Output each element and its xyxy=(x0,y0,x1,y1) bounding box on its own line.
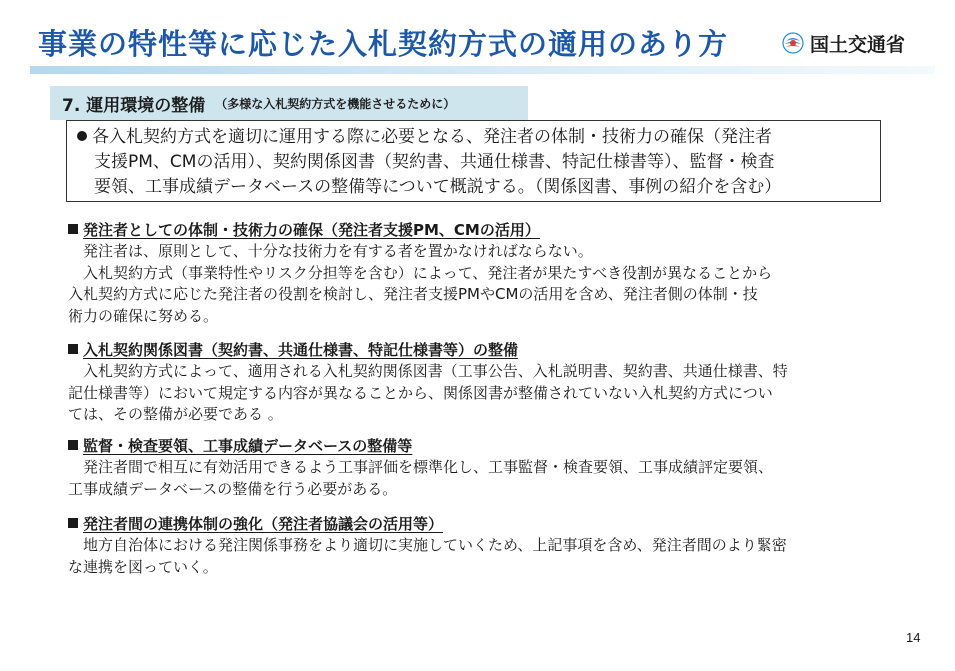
section-title: 7. 運用環境の整備 xyxy=(62,95,206,116)
bullet-dot-icon xyxy=(77,131,87,141)
summary-line xyxy=(77,125,872,150)
summary-line-text: 各入札契約方式を適切に運用する際に必要となる、発注者の体制・技術力の確保（発注者 xyxy=(92,127,772,147)
paragraph-line: 記仕様書等）において規定する内容が異なることから、関係図書が整備されていない入札契約方式につい xyxy=(68,383,773,402)
paragraph-line: 工事成績データベースの整備を行う必要がある。 xyxy=(68,479,398,498)
section-tab xyxy=(50,86,528,120)
mlit-logo-icon xyxy=(782,32,804,54)
block-heading-text: 入札契約関係図書（契約書、共通仕様書、特記仕様書等）の整備 xyxy=(83,341,519,359)
paragraph-line: 発注者は、原則として、十分な技術力を有する者を置かなければならない。 xyxy=(83,242,593,260)
block-heading-text: 発注者間の連携体制の強化（発注者協議会の活用等） xyxy=(83,515,444,533)
square-bullet-icon xyxy=(68,440,78,450)
section-subtitle: （多様な入札契約方式を機能させるために） xyxy=(215,96,456,111)
section-block-staff xyxy=(68,220,898,327)
ministry-logo xyxy=(782,30,905,56)
paragraph-line: 術力の確保に努める。 xyxy=(68,306,219,325)
summary-line: 支援PM、CMの活用）、契約関係図書（契約書、共通仕様書、特記仕様書等）、監督・検査 xyxy=(94,152,775,172)
section-block-cooperation xyxy=(68,514,898,578)
paragraph-line: 発注者間で相互に有効活用できるよう工事評価を標準化し、工事監督・検査要領、工事成績評定要領、 xyxy=(83,458,774,476)
section-block-inspection xyxy=(68,436,898,500)
title-underline-bar xyxy=(30,66,935,74)
summary-box xyxy=(66,120,881,202)
square-bullet-icon xyxy=(68,344,78,354)
square-bullet-icon xyxy=(68,518,78,528)
section-block-documents xyxy=(68,340,898,426)
summary-line: 要領、工事成績データベースの整備等について概説する。（関係図書、事例の紹介を含む） xyxy=(94,177,782,197)
block-heading xyxy=(68,436,898,457)
block-heading xyxy=(68,340,898,361)
page-number: 14 xyxy=(906,630,921,645)
block-heading-text: 監督・検査要領、工事成績データベースの整備等 xyxy=(83,437,413,455)
paragraph-line: 地方自治体における発注関係事務をより適切に実施していくため、上記事項を含め、発注者間のより緊密 xyxy=(83,536,787,554)
paragraph-line: 入札契約方式（事業特性やリスク分担等を含む）によって、発注者が果たすべき役割が異なることから xyxy=(83,263,773,282)
block-heading xyxy=(68,220,898,241)
square-bullet-icon xyxy=(68,224,78,234)
block-heading xyxy=(68,514,898,535)
paragraph-line: 入札契約方式によって、適用される入札契約関係図書（工事公告、入札説明書、契約書、共通仕様書、特 xyxy=(83,362,788,380)
ministry-name: 国土交通省 xyxy=(810,33,906,56)
paragraph-line: 入札契約方式に応じた発注者の役割を検討し、発注者支援PMやCMの活用を含め、発注者側の体制・技 xyxy=(68,285,758,303)
paragraph-line: ては、その整備が必要である 。 xyxy=(68,405,283,423)
slide-header xyxy=(0,0,955,80)
slide-title: 事業の特性等に応じた入札契約方式の適用のあり方 xyxy=(38,27,729,61)
paragraph-line: な連携を図っていく。 xyxy=(68,557,218,576)
block-heading-text: 発注者としての体制・技術力の確保（発注者支援PM、CMの活用） xyxy=(83,221,540,239)
